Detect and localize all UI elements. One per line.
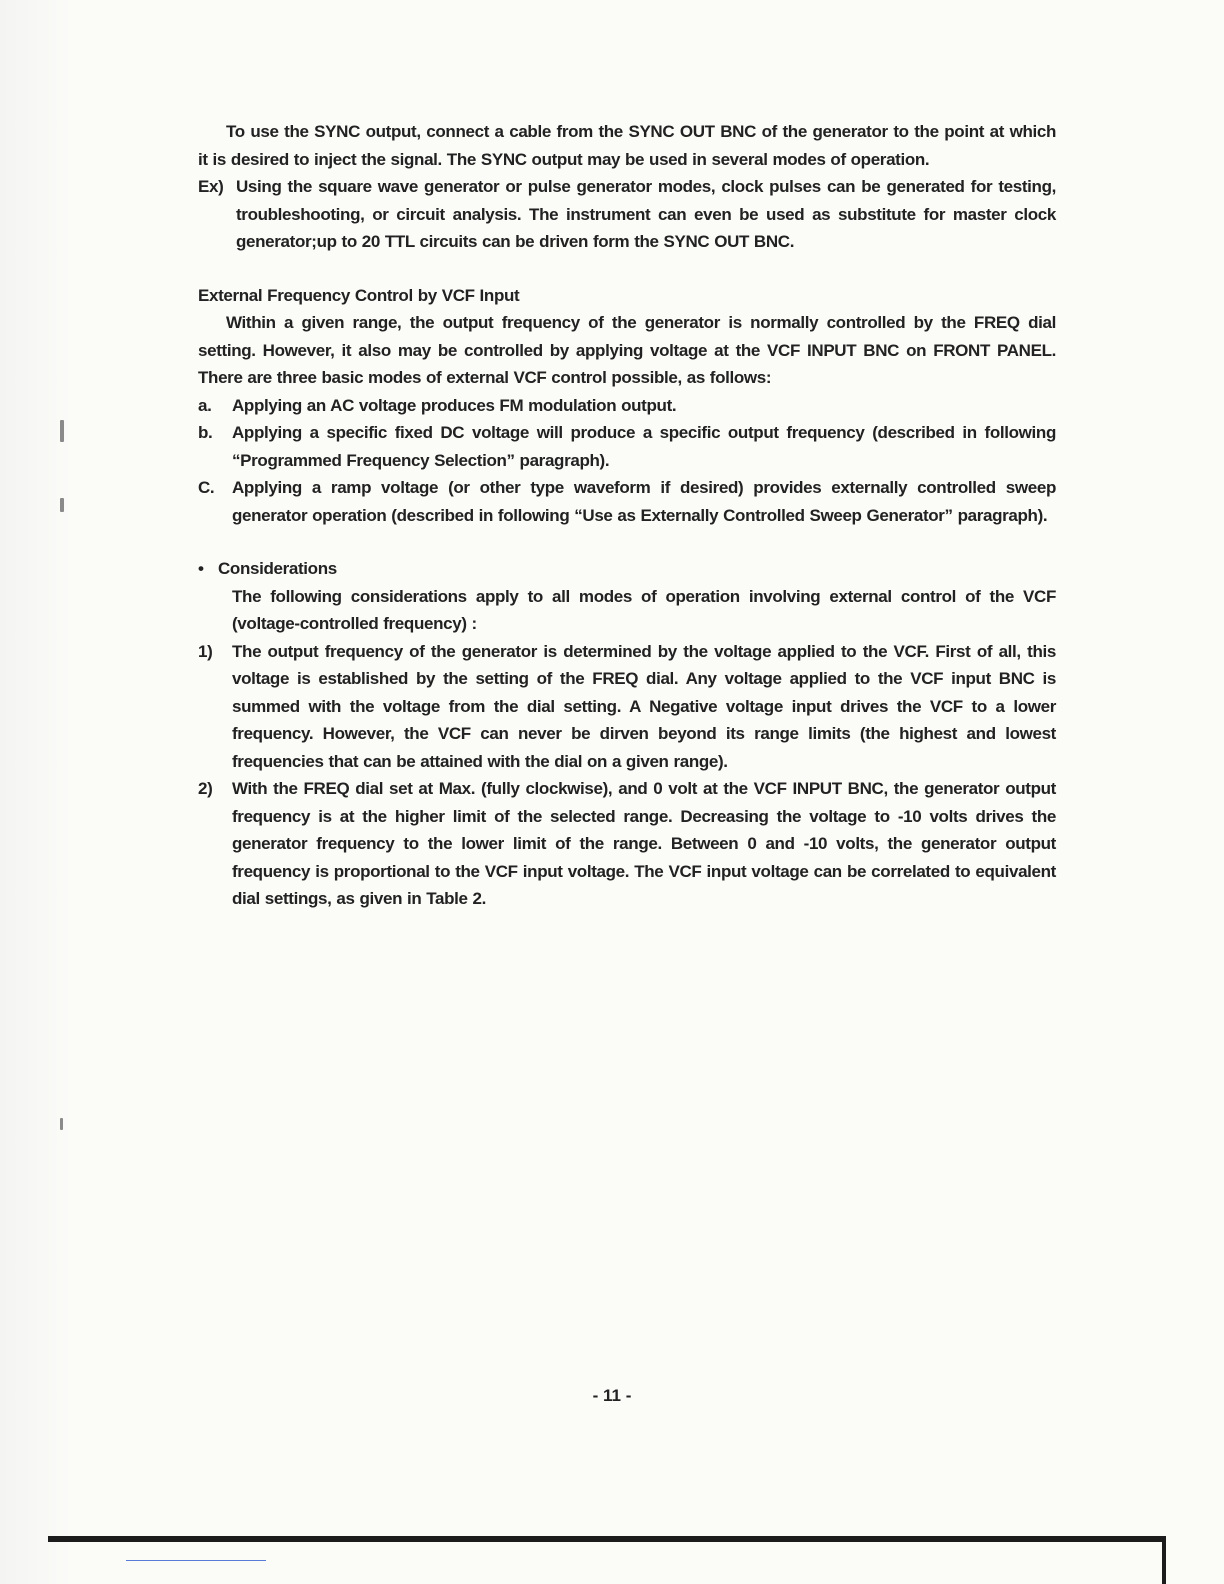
vcf-intro-paragraph: Within a given range, the output frequency of the generator is normally controlled by the FREQ dial setting. However, it also may be controlled by applying voltage at the VCF INPUT BNC on FRONT PANEL. There are three basic modes of external VCF control possible, as follows: xyxy=(198,313,1056,387)
list-item xyxy=(198,392,1056,420)
binding-mark xyxy=(60,1118,63,1130)
list-item xyxy=(198,474,1056,529)
example-text: Using the square wave generator or pulse generator modes, clock pulses can be generated for testing, troubleshooting, or circuit analysis. The instrument can even be used as substitute for master clock generator;up to 20 TTL circuits can be driven form the SYNC OUT BNC. xyxy=(236,177,1056,251)
sync-paragraph: To use the SYNC output, connect a cable from the SYNC OUT BNC of the generator to the point at which it is desired to inject the signal. The SYNC output may be used in several modes of operation. xyxy=(198,122,1056,169)
list-text: Applying a specific fixed DC voltage will produce a specific output frequency (described in following “Programmed Frequency Selection” paragraph). xyxy=(232,423,1056,470)
list-marker: 1) xyxy=(198,641,213,661)
considerations-heading-text: Considerations xyxy=(218,559,337,578)
bottom-rule xyxy=(48,1536,1166,1542)
list-marker: C. xyxy=(198,478,215,497)
list-text: The output frequency of the generator is determined by the voltage applied to the VCF. First of all, this voltage is established by the setting of the FREQ dial. Any voltage applied to the VCF input BNC is summed with the voltage from the dial setting. A Negative voltage input drives the VCF to a lower frequency. However, the VCF can never be dirven beyond its range limits (the highest and lowest frequencies that can be attained with the dial on a given range). xyxy=(232,641,1056,771)
binding-edge xyxy=(0,0,72,1584)
blue-line xyxy=(126,1560,266,1561)
page-number: - 11 - xyxy=(592,1386,632,1405)
considerations-intro-block xyxy=(198,583,1056,638)
page-body xyxy=(198,118,1056,913)
list-text: With the FREQ dial set at Max. (fully clockwise), and 0 volt at the VCF INPUT BNC, the generator output frequency is at the higher limit of the selected range. Decreasing the voltage to -10 volts drives the generator frequency to the lower limit of the range. Between 0 and -10 volts, the generator output frequency is proportional to the VCF input voltage. The VCF input voltage can be correlated to equivalent dial settings, as given in Table 2. xyxy=(232,779,1056,908)
list-item xyxy=(198,638,1056,776)
list-text: Applying an AC voltage produces FM modulation output. xyxy=(232,395,677,415)
list-item xyxy=(198,775,1056,913)
bottom-rule-edge xyxy=(1162,1536,1166,1584)
example-marker: Ex) xyxy=(198,177,224,196)
list-text: Applying a ramp voltage (or other type waveform if desired) provides externally controlled sweep generator operation (described in following “Use as Externally Controlled Sweep Generator” paragraph). xyxy=(232,478,1056,525)
list-marker: 2) xyxy=(198,779,213,798)
considerations-intro: The following considerations apply to all modes of operation involving external control of the VCF (voltage-controlled frequency) : xyxy=(232,586,1056,633)
binding-mark xyxy=(60,420,64,442)
list-marker: a. xyxy=(198,395,212,415)
bullet-icon: • xyxy=(198,559,204,578)
list-marker: b. xyxy=(198,423,213,442)
binding-mark xyxy=(60,498,64,512)
section-heading-vcf: External Frequency Control by VCF Input xyxy=(198,285,520,305)
section-heading-considerations xyxy=(198,555,1056,583)
example-item xyxy=(198,173,1056,256)
list-item xyxy=(198,419,1056,474)
